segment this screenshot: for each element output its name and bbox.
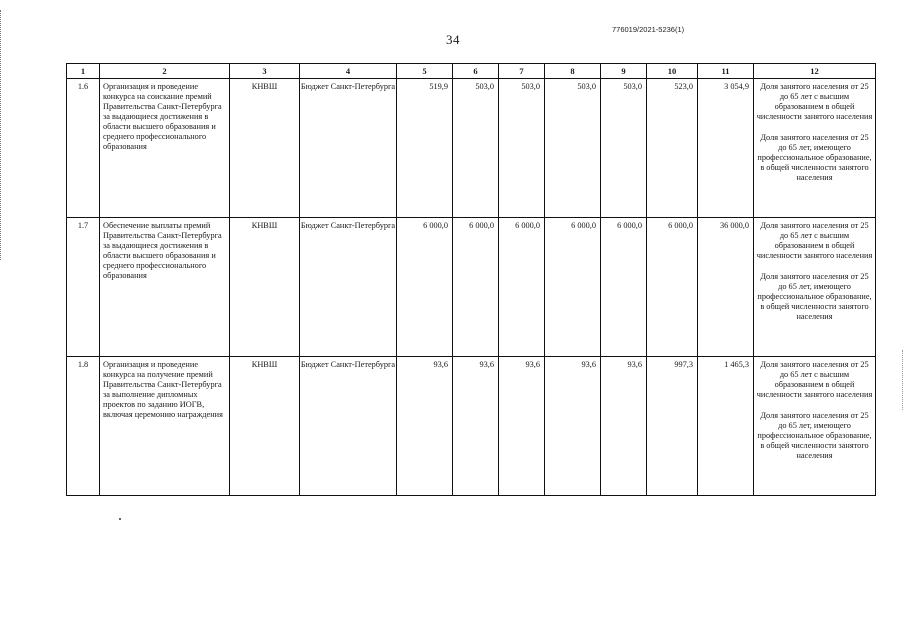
header-row bbox=[67, 64, 876, 79]
indicator-text: Доля занятого населения от 25 до 65 лет, имеющего профессиональное образование, в общей численности занятого населения bbox=[757, 410, 872, 460]
amount-cell: 6 000,0 bbox=[453, 218, 499, 357]
amount-cell: 503,0 bbox=[499, 79, 545, 218]
column-header: 10 bbox=[647, 64, 698, 79]
amount-cell: 523,0 bbox=[647, 79, 698, 218]
total-amount-cell: 3 054,9 bbox=[698, 79, 754, 218]
scan-dot-artifact bbox=[119, 518, 121, 520]
executor: КНВШ bbox=[230, 357, 300, 496]
total-amount-cell: 1 465,3 bbox=[698, 357, 754, 496]
indicator-text: Доля занятого населения от 25 до 65 лет, имеющего профессиональное образование, в общей численности занятого населения bbox=[757, 271, 872, 321]
row-number: 1.6 bbox=[67, 79, 100, 218]
indicators-cell bbox=[754, 218, 876, 357]
executor: КНВШ bbox=[230, 218, 300, 357]
amount-cell: 93,6 bbox=[453, 357, 499, 496]
activity-description: Организация и проведение конкурса на соискание премий Правительства Санкт-Петербурга за выдающиеся достижения в области высшего образования и среднего профессионального образования bbox=[100, 79, 230, 218]
funding-source: Бюджет Санкт-Петербурга bbox=[300, 357, 397, 496]
activity-description: Обеспечение выплаты премий Правительства Санкт-Петербурга за выдающиеся достижения в области высшего образования и среднего профессионального образования bbox=[100, 218, 230, 357]
column-header: 3 bbox=[230, 64, 300, 79]
table-row bbox=[67, 79, 876, 218]
column-header: 7 bbox=[499, 64, 545, 79]
column-header: 11 bbox=[698, 64, 754, 79]
row-number: 1.7 bbox=[67, 218, 100, 357]
indicators-cell bbox=[754, 357, 876, 496]
amount-cell: 6 000,0 bbox=[647, 218, 698, 357]
column-header: 4 bbox=[300, 64, 397, 79]
column-header: 8 bbox=[545, 64, 601, 79]
amount-cell: 93,6 bbox=[397, 357, 453, 496]
amount-cell: 6 000,0 bbox=[545, 218, 601, 357]
scan-edge-artifact bbox=[0, 10, 7, 260]
column-header: 12 bbox=[754, 64, 876, 79]
funding-source: Бюджет Санкт-Петербурга bbox=[300, 79, 397, 218]
scan-edge-artifact-right bbox=[901, 350, 903, 410]
column-header: 1 bbox=[67, 64, 100, 79]
amount-cell: 997,3 bbox=[647, 357, 698, 496]
indicator-text: Доля занятого населения от 25 до 65 лет, имеющего профессиональное образование, в общей численности занятого населения bbox=[757, 132, 872, 182]
amount-cell: 6 000,0 bbox=[601, 218, 647, 357]
amount-cell: 93,6 bbox=[545, 357, 601, 496]
indicator-text: Доля занятого населения от 25 до 65 лет с высшим образованием в общей численности занятого населения bbox=[756, 360, 873, 399]
indicators-cell bbox=[754, 79, 876, 218]
column-header: 2 bbox=[100, 64, 230, 79]
column-header: 5 bbox=[397, 64, 453, 79]
amount-cell: 503,0 bbox=[453, 79, 499, 218]
table-row bbox=[67, 357, 876, 496]
amount-cell: 93,6 bbox=[601, 357, 647, 496]
program-activities-table bbox=[66, 63, 876, 496]
page-number: 34 bbox=[446, 32, 460, 47]
indicator-text: Доля занятого населения от 25 до 65 лет с высшим образованием в общей численности занятого населения bbox=[756, 82, 873, 121]
amount-cell: 503,0 bbox=[545, 79, 601, 218]
indicator-text: Доля занятого населения от 25 до 65 лет с высшим образованием в общей численности занятого населения bbox=[756, 221, 873, 260]
amount-cell: 503,0 bbox=[601, 79, 647, 218]
row-number: 1.8 bbox=[67, 357, 100, 496]
activity-description: Организация и проведение конкурса на получение премий Правительства Санкт-Петербурга за выполнение дипломных проектов по заданию ИОГВ, включая церемонию награждения bbox=[100, 357, 230, 496]
executor: КНВШ bbox=[230, 79, 300, 218]
amount-cell: 6 000,0 bbox=[397, 218, 453, 357]
amount-cell: 519,9 bbox=[397, 79, 453, 218]
table-row bbox=[67, 218, 876, 357]
column-header: 9 bbox=[601, 64, 647, 79]
funding-source: Бюджет Санкт-Петербурга bbox=[300, 218, 397, 357]
column-header: 6 bbox=[453, 64, 499, 79]
document-code: 776019/2021-5236(1) bbox=[612, 25, 685, 34]
amount-cell: 93,6 bbox=[499, 357, 545, 496]
amount-cell: 6 000,0 bbox=[499, 218, 545, 357]
total-amount-cell: 36 000,0 bbox=[698, 218, 754, 357]
